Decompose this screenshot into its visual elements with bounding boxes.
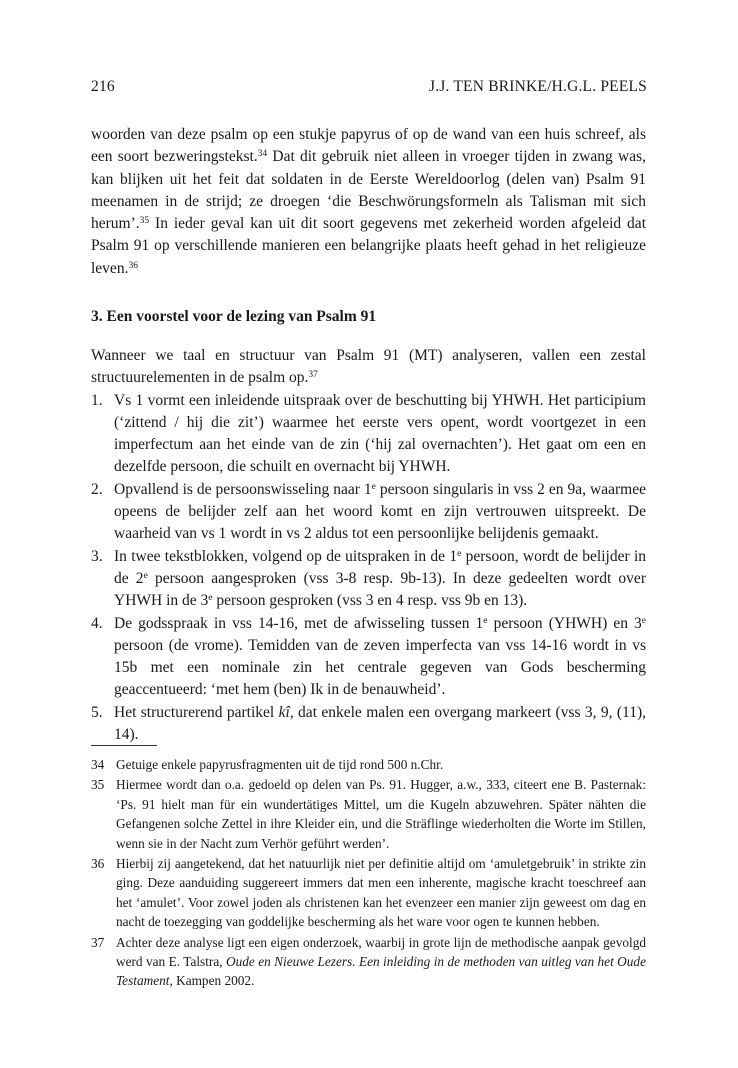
list-item-text: persoon singularis in vss 2 en 9a, waarmee opeens de belijder zelf aan het woord komt en zijn vertrouwen uitspreekt. De waarheid van vs 1 wordt in vs 2 aldus tot een persoonlijke belijdenis gemaakt.	[114, 480, 646, 543]
list-item-number: 3.	[91, 547, 103, 565]
section-heading: 3. Een voorstel voor de lezing van Psalm 91	[91, 308, 377, 325]
intro-paragraph	[91, 124, 646, 280]
footnote-36	[91, 854, 646, 932]
running-header	[91, 78, 647, 96]
superscript: e	[641, 615, 646, 626]
structure-list	[91, 390, 646, 747]
footnote-ref-36[interactable]: 36	[128, 260, 138, 271]
list-item	[91, 479, 646, 546]
superscript: e	[208, 593, 213, 604]
footnote-number: 36	[91, 856, 105, 872]
section-lead-text: Wanneer we taal en structuur van Psalm 91 (MT) analyseren, vallen een zestal structuurelementen in de psalm op.	[91, 347, 646, 387]
list-item-text: Vs 1 vormt een inleidende uitspraak over de beschutting bij YHWH. Het participium (‘zittend / hij die zit’) waarmee het eerste vers opent, wordt voortgezet in een imperfectum aan het einde van de zin (‘hij zal overnachten’). Het gaat om een en dezelfde persoon, die schuilt en overnacht bij YHWH.	[114, 391, 646, 476]
list-item	[91, 702, 646, 747]
footnote-text: Getuige enkele papyrusfragmenten uit de tijd rond 500 n.Chr.	[116, 757, 444, 772]
list-item-text: persoon, wordt de belijder in de 2	[114, 547, 647, 587]
superscript: e	[143, 570, 148, 581]
footnote-ref-37[interactable]: 37	[308, 370, 318, 381]
superscript: e	[483, 615, 488, 626]
list-item-text: persoon (de vrome). Temidden van de zeven imperfecta van vss 14-16 wordt in vs 15b met een nominale zin het centrale gegeven van Gods bescherming geaccentueerd: ‘met hem (ben) Ik in de benauwheid’.	[114, 636, 646, 699]
footnote-number: 35	[91, 777, 105, 793]
footnote-number: 34	[91, 757, 105, 772]
list-item-text: persoon aangesproken (vss 3-8 resp. 9b-13). In deze gedeelten wordt over YHWH in de 3	[114, 569, 646, 610]
list-item-number: 4.	[91, 614, 103, 632]
footnote-ref-34[interactable]: 34	[257, 149, 268, 160]
running-head: J.J. TEN BRINKE/H.G.L. PEELS	[428, 78, 647, 95]
footnote-ref-35[interactable]: 35	[139, 216, 150, 227]
superscript: e	[371, 481, 376, 492]
list-item-text: In twee tekstblokken, volgend op de uitspraken in de 1	[114, 547, 458, 565]
footnote-text: Achter deze analyse ligt een eigen onderzoek, waarbij in grote lijn de methodische aanpak gevolgd werd van E. Talstra,	[116, 934, 646, 970]
list-item-text: De godsspraak in vss 14-16, met de afwisseling tussen 1	[114, 614, 484, 632]
superscript: e	[457, 548, 462, 559]
list-item-text: , dat enkele malen een overgang markeert (vss 3, 9, (11), 14).	[114, 703, 647, 744]
intro-text-1: woorden van deze psalm op een stukje papyrus of op de wand van een huis schreef, als een soort bezweringstekst.	[91, 126, 646, 166]
list-item-number: 2.	[91, 480, 103, 498]
list-item-text: persoon (YHWH) en 3	[487, 614, 642, 632]
footnote-text: Hierbij zij aangetekend, dat het natuurlijk niet per definitie altijd om ‘amuletgebruik’ in strikte zin ging. Deze aanduiding suggereert immers dat men een inherente, magische kracht toeschreef aan het ‘amulet’. Voor zowel joden als christenen kan het evenzeer een manier zijn geweest om dag en nacht de toezegging van goddelijke bescherming als het ware voor ogen te kunnen hebben.	[116, 856, 646, 930]
list-item-number: 1.	[91, 391, 103, 409]
footnotes	[91, 755, 646, 992]
footnote-text: Kampen 2002.	[172, 973, 255, 989]
intro-text-3: In ieder geval kan uit dit soort gegevens met zekerheid worden afgeleid dat Psalm 91 op verschillende manieren een belangrijke plaats heeft gehad in het religieuze leven.	[91, 215, 646, 277]
list-item-text: Opvallend is de persoonswisseling naar 1	[114, 480, 372, 498]
italic-term: kî	[278, 703, 290, 721]
intro-text-2: Dat dit gebruik niet alleen in vroeger tijden in zwang was, kan blijken uit het feit dat soldaten in de Eerste Wereldoorlog (delen van) Psalm 91 meenamen in de strijd; ze droegen ‘die Beschwörungsformeln als Talisman mit sich herum’.	[91, 148, 646, 233]
list-item	[91, 546, 646, 613]
footnote-text: Hiermee wordt dan o.a. gedoeld op delen van Ps. 91. Hugger, a.w., 333, citeert ene B. Pasternak: ‘Ps. 91 hielt man für ein wundertätiges Mittel, um die Kugeln abzuwehren. Später nähten die Gefangenen solche Zettel in ihre Kleider ein, und die Sträflinge wiederholten die Worte im Stillen, wenn sie in der Nacht zum Verhör geführt werden’.	[116, 777, 646, 851]
footnote-35	[91, 775, 646, 853]
list-item	[91, 613, 646, 702]
list-item-text: persoon gesproken (vss 3 en 4 resp. vss 9b en 13).	[212, 592, 528, 610]
section-body	[91, 345, 646, 746]
list-item-number: 5.	[91, 703, 103, 721]
footnote-34	[91, 755, 646, 774]
list-item	[91, 390, 646, 479]
section-lead	[91, 345, 646, 390]
footnote-book-title: Oude en Nieuwe Lezers. Een inleiding in de methoden van uitleg van het Oude Testament,	[116, 954, 646, 989]
footnote-number: 37	[91, 934, 105, 950]
list-item-text: Het structurerend partikel	[114, 703, 279, 721]
footnote-37	[91, 933, 646, 991]
footnote-separator	[91, 745, 157, 746]
page-number: 216	[91, 78, 115, 95]
